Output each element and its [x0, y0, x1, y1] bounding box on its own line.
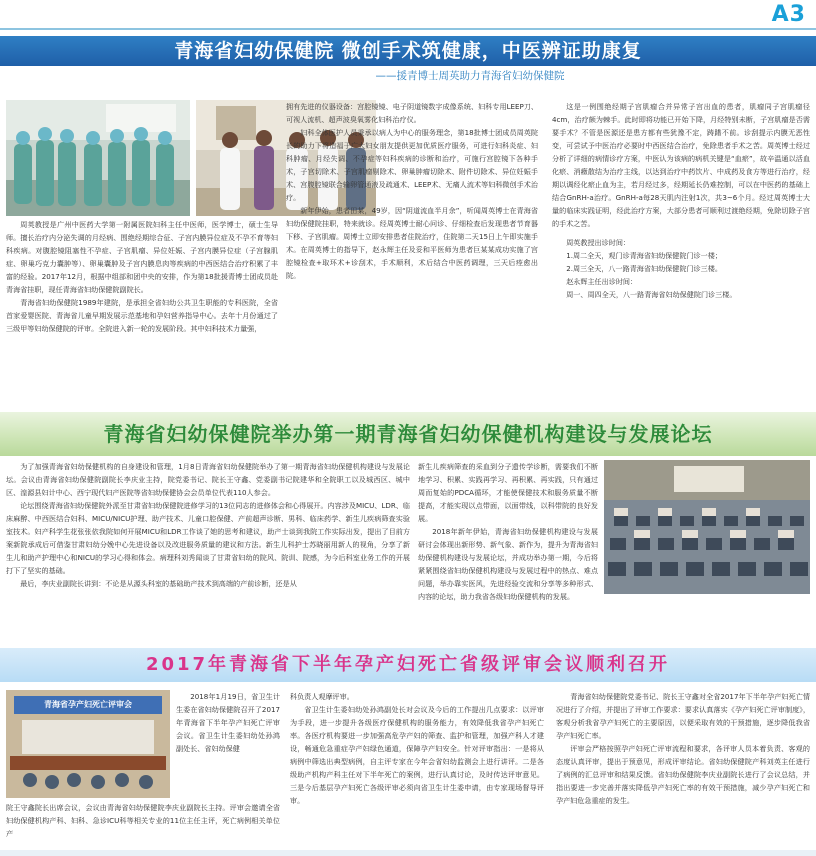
paragraph: 为了加强青海省妇幼保健机构的自身建设和管理，1月8日青海省妇幼保健院举办了第一期青海省妇幼保健机构建设与发展论坛。会议由青海省妇幼保健院副院长李庆业主持，院党委书记、院长王守鑫、党委副书记院建华和全院职工以及城西区、城中区、湟源县妇计中心、西宁现代妇产医院等省妇幼保健协会会员单位代表110人参会。: [6, 462, 410, 497]
article3-column-2: [290, 690, 544, 807]
article2-title: 青海省妇幼保健院举办第一期青海省妇幼保健机构建设与发展论坛: [103, 422, 713, 446]
article2-photo-forum: [604, 460, 810, 594]
clinic-hours-heading: 赵永辉主任出诊时间：: [566, 277, 638, 286]
page-number: A3: [771, 2, 806, 27]
article3-title: 2017年青海省下半年孕产妇死亡省级评审会议顺利召开: [145, 654, 671, 675]
paragraph: 周英教授是广州中医药大学第一附属医院妇科主任中医师，医学博士，硕士生导师。擅长治疗内分泌失调的月经病、围绝经期综合征、子宫内膜异位症及不孕不育等妇科疾病。对腹腔镜阻塞性不孕症、子宫肌瘤、异位妊娠、子宫内膜异位症（子宫腺肌症、卵巢巧克力囊肿等）、卵巢囊肿及子宫内膜息肉等疾病的中西医结合治疗积累了丰富的经验。2017年12月，根据中组部和团中央的安排，作为第18批援青博士团成员赴青海省挂职，现任青海省妇幼保健院副院长。: [6, 220, 278, 294]
article1-title: 青海省妇幼保健院 微创手术筑健康，中医辨证助康复: [174, 40, 642, 62]
paragraph: 新生儿疾病筛查的采血到分子遗传学诊断，需要我们不断地学习、积累、实践再学习、再积累、再实践，只有通过周而复始的PDCA循环，才能使保健技术和服务质量不断提高，才能实现以点带面，以面带线，以科带院的良好发展。: [418, 462, 598, 523]
article1-photo-team: [6, 100, 190, 216]
clinic-hours-item: 周一、周四全天，八一路青海省妇幼保健院门诊三楼。: [566, 290, 737, 299]
clinic-hours-item: 2.周三全天，八一路青海省妇幼保健院门诊三楼。: [566, 264, 722, 273]
article3-photo-meeting: [6, 690, 170, 798]
article2-column-left: [6, 460, 410, 590]
article2-column-right: [418, 460, 598, 603]
article3-column-3: [556, 690, 810, 807]
paragraph: 妇科全体医护人员秉承以病人为中心的服务理念，第18批博士团成员周英院长的助力下将造福于广大妇女朋友提供更加优质医疗服务，可进行妇科炎症、妇科肿瘤、月经失调、不孕症等妇科疾病的诊断和治疗，可施行宫腔镜下各种手术，子宫切除术、子宫肌瘤剔除术、卵巢肿瘤切除术、附件切除术、异位妊娠手术、宫腹腔镜联合输卵管通液及疏通术、LEEP术、无痛人流术等妇科微创手术治疗。: [286, 128, 538, 202]
paragraph: 新年伊始，患者田某，49岁，因“阴道流血半月余”，听闻周英博士在青海省妇幼保健院挂职，特来就诊。经周英博士耐心问诊、仔细检查后发现患者节育器下移、子宫肌瘤。周博士立即安排患者住院治疗，住院第二天15日上午即实施手术。在周英博士的指导下，赵永辉主任及妥和平医师为患者巨某某成功实施了宫腔镜检查+取环术+诊刮术，手术顺利，术后结合中医药调理，三天后痊愈出院。: [286, 206, 538, 280]
paragraph: 这是一例围绝经期子宫肌瘤合并异常子宫出血的患者，肌瘤同子宫肌瘤径4cm，治疗颇为棘手。此时即将功能已开始下降，月经特别未断，子宫肌瘤是否需要手术？不管是医源还是患方都有些犹豫不定，踌躇不前。诊刮提示内膜无恶性变，可尝试予中医治疗必要时中西医结合治疗，免除患者手术之苦。周英博士经过分析了详细的病情诊疗方案，中医认为该病的病机关键是“血瘀”，故辛温通以活血化瘀、消癥散结为治疗主线，以达到治疗中药饮片、中成药及食方等进行治疗，经期以调经化瘀止血为主，若月经过多，经期延长仍难控制，可以在中医药的基础上结合GnRH-a治疗。GnRH-a每28天肌内注射1次，共3~6个月。经过周英博士大量的临床实践证明，经此治疗方案，大部分患者可顺利过渡绝经期，免除切除子宫的手术之苦。: [552, 102, 810, 228]
paragraph: 拥有先进的仪器设备：宫腔镜镜、电子阴道镜数字成像系统、妇科专用LEEP刀、可视人流机、超声波臭氧雾化妇科治疗仪。: [286, 102, 538, 124]
paragraph: 最后，李庆业副院长讲到：不论是从源头科室的基础助产技术到高端的产前诊断，还是从: [20, 579, 297, 588]
article1-subtitle: ——援青博士周英助力青海省妇幼保健院: [375, 70, 565, 82]
article3-column-1-bottom: [6, 801, 280, 840]
paragraph: 院王守鑫院长出席会议，会议由青海省妇幼保健院李庆业副院长主持。评审会邀请全省妇幼保健机构产科、妇科、急诊ICU科等相关专业的11位主任主评，死亡病例相关单位产: [6, 803, 280, 838]
paragraph: 省卫生计生委妇幼处孙鸿副处长对会议及今后的工作提出几点要求：以评审为手段，进一步提升各级医疗保健机构的服务能力，有效降低我省孕产妇死亡率。各医疗机构要进一步加强高危孕产妇的筛查、监护和管理，加强产科人才建设，畅通危急重症孕产妇绿色通道，保障孕产妇安全。针对评审指出：一是将从病例中筛选出典型病例，自主评专家在今年会省妇幼监测会上进行讲评。二是各级助产机构产科主任对下半年死亡的案例，进行认真讨论，及时传达评审意见。三是今后基层孕产妇死亡各级评审必须向省卫生计生委申请，由专家现场督导评审。: [290, 705, 544, 805]
paragraph: 2018年新年伊始，青海省妇幼保健机构建设与发展研讨会体现出新形势、新气象、新作为，提升为青海省妇幼保健机构建设与发展论坛，并成功举办第一期，今后将紧紧围绕省妇幼保健机构建设与发展过程中的热点、难点问题，举办靠实医风，先进经验交流和分享等多种形式、内容的论坛，助力我省各级妇幼保健机构的发展。: [418, 527, 598, 601]
paragraph: 青海省妇幼保健院1989年建院，是承担全省妇幼公共卫生职能的专科医院，全省首家爱婴医院、青海省儿童早期发展示范基地和孕妇营养指导中心。去年十月份通过了三级甲等妇幼保健院的评审。全院进入新一轮的发展阶段。其中妇科技术力量强，: [6, 298, 278, 333]
paragraph: 评审会严格按照孕产妇死亡评审流程和要求，各评审人员本着负责、客观的态度认真评审，提出于预意见，形成评审结论。省妇幼保健院产科刘英主任进行了病例的汇总评审和结果反馈。省妇幼保健院李庆业副院长进行了会议总结，并指出要进一步完善并落实降低孕产妇死亡率的有效干预措施，减少孕产妇死亡和孕产妇危急重症的发生。: [556, 744, 810, 805]
article1-column-2: [286, 100, 538, 282]
article1-column-3: [552, 100, 810, 301]
top-rule: [0, 28, 816, 30]
article3-column-1-top: [176, 690, 280, 755]
paragraph: 科负责人观摩评审。: [290, 692, 354, 701]
paragraph: 青海省妇幼保健院党委书记、院长王守鑫对全省2017年下半年孕产妇死亡情况进行了介绍，并提出了评审工作要求：要求认真落实《孕产妇死亡评审制度》，客观分析我省孕产妇死亡的主要原因，以便采取有效的干预措施，逐步降低我省孕产妇死亡率。: [556, 692, 810, 740]
article1-column-1: [6, 218, 278, 335]
clinic-hours-heading: 周英教授出诊时间：: [566, 238, 631, 247]
paragraph: 论坛围绕青海省妇幼保健院外派至甘肃省妇幼保健院进修学习的13位同志的进修体会和心得展开。内容涉及MICU、LDR、临床麻醉、中西医结合妇科、MICU/NICU护理、助产技术、儿童口腔保健、产前超声诊断、男科、临床药学、新生儿疾病筛查实验室技术。妇产科学生花张张依我院如何开展MICU和LDR工作谈了她的思考和建议，助产士谈到我院工作实际出发，提出了目前方案新院承成后可借鉴甘肃妇幼分娩中心先进设备以及改进服务质量的建议和方法。新生儿科护士苏晓丽用新人的视角，分享了新生儿和助产护理中心和NICU的学习心得和体会。病理科刘秀闻谈了甘肃省妇幼的院风、院训、院感，为今后科室业务工作的开展打下了坚实的基础。: [6, 501, 410, 575]
bottom-band: [0, 850, 816, 856]
photo-banner-text: 青海省孕产妇死亡评审会: [44, 700, 132, 709]
clinic-hours-item: 1.周二全天，观门诊青海省妇幼保健院门诊一楼；: [566, 251, 722, 260]
paragraph: 2018年1月19日，省卫生计生委在省妇幼保健院召开了2017年青海省下半年孕产妇死亡评审会议。省卫生计生委妇幼处孙鸿副处长、省妇幼保健: [176, 692, 280, 753]
